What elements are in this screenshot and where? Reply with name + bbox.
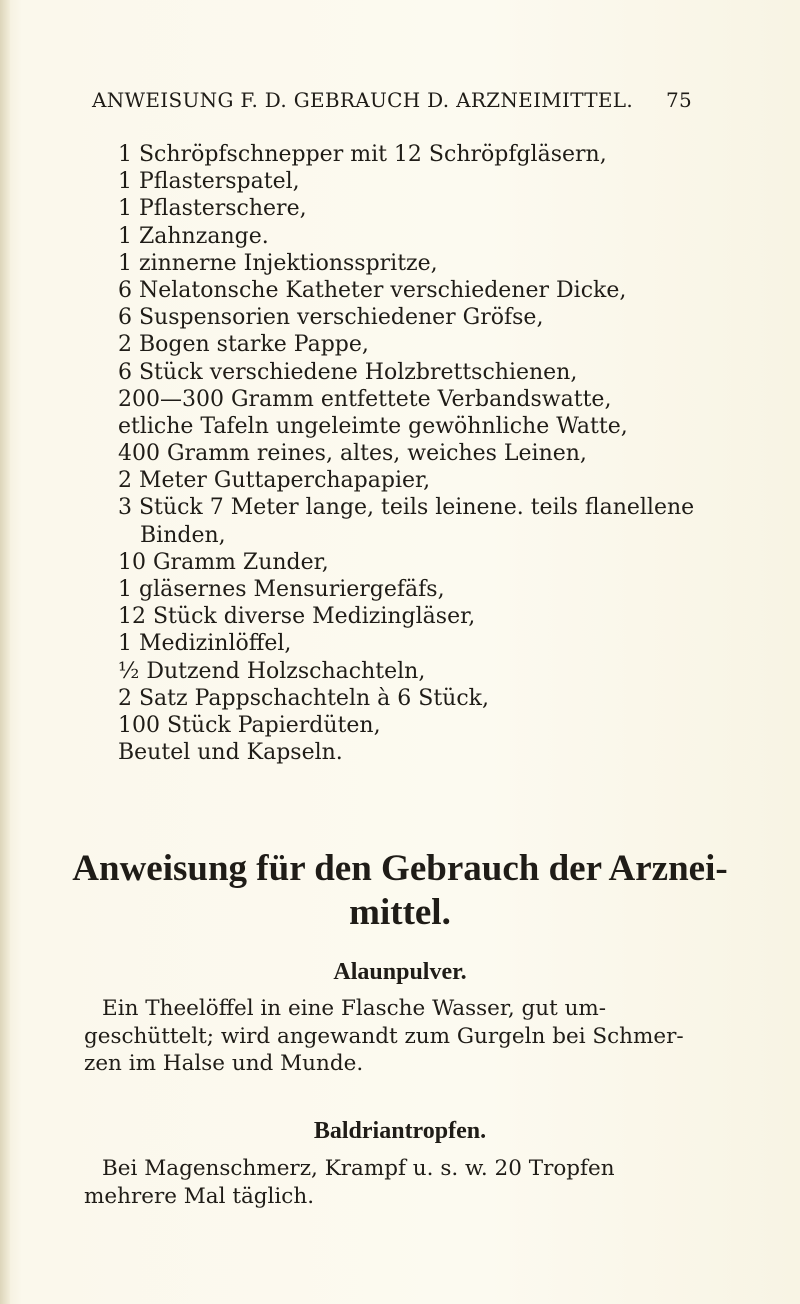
- list-item: 2 Satz Pappschachteln à 6 Stück,: [118, 685, 489, 711]
- list-item: 6 Suspensorien verschiedener Gröfse,: [118, 305, 544, 331]
- list-item-continuation: Binden,: [140, 522, 226, 548]
- text-line: Ein Theelöffel in eine Flasche Wasser, gut um-: [102, 996, 607, 1021]
- equipment-list: [118, 141, 758, 766]
- section-title-line: Anweisung für den Gebrauch der Arznei-: [72, 848, 728, 889]
- list-item: 400 Gramm reines, altes, weiches Leinen,: [118, 441, 587, 467]
- entry-heading-baldriantropfen: Baldriantropfen.: [313, 1118, 487, 1144]
- list-item: 1 zinnerne Injektionsspritze,: [118, 250, 438, 276]
- list-item: 100 Stück Papierdüten,: [118, 712, 381, 738]
- list-item: Beutel und Kapseln.: [118, 740, 343, 766]
- list-item: 10 Gramm Zunder,: [118, 549, 329, 575]
- list-item: etliche Tafeln ungeleimte gewöhnliche Watte,: [118, 413, 628, 439]
- section-title: [0, 847, 800, 935]
- entry-text-alaunpulver: [84, 995, 704, 1078]
- running-head-title: ANWEISUNG F. D. GEBRAUCH D. ARZNEIMITTEL.: [92, 88, 634, 112]
- list-item: ½ Dutzend Holzschachteln,: [118, 658, 426, 684]
- text-line: geschüttelt; wird angewandt zum Gurgeln bei Schmer-: [84, 1023, 684, 1049]
- text-line: zen im Halse und Munde.: [84, 1051, 364, 1076]
- list-item: 1 Medizinlöffel,: [118, 631, 292, 657]
- list-item: 1 Schröpfschnepper mit 12 Schröpfgläsern,: [118, 142, 607, 167]
- list-item: 1 gläsernes Mensuriergefäfs,: [118, 577, 445, 602]
- list-item: 2 Bogen starke Pappe,: [118, 332, 369, 358]
- text-line: mehrere Mal täglich.: [84, 1183, 315, 1209]
- list-item: 200—300 Gramm entfettete Verbandswatte,: [118, 386, 612, 412]
- list-item: 3 Stück 7 Meter lange, teils leinene. teils flanellene: [118, 495, 695, 521]
- running-head: [92, 88, 692, 112]
- list-item: 12 Stück diverse Medizingläser,: [118, 604, 476, 630]
- list-item: 6 Stück verschiedene Holzbrettschienen,: [118, 359, 578, 385]
- text-line: Bei Magenschmerz, Krampf u. s. w. 20 Tropfen: [102, 1156, 615, 1181]
- section-title-line: mittel.: [349, 892, 451, 933]
- list-item: 1 Pflasterspatel,: [118, 169, 300, 195]
- page-binding-edge: [0, 0, 10, 1304]
- entry-text-baldriantropfen: [84, 1155, 704, 1210]
- list-item: 6 Nelatonsche Katheter verschiedener Dicke,: [118, 277, 627, 303]
- page-number: 75: [665, 88, 692, 112]
- entry-heading-alaunpulver: Alaunpulver.: [333, 959, 467, 985]
- list-item: 1 Zahnzange.: [118, 223, 269, 249]
- list-item: 1 Pflasterschere,: [118, 196, 307, 222]
- list-item: 2 Meter Guttaperchapapier,: [118, 468, 431, 494]
